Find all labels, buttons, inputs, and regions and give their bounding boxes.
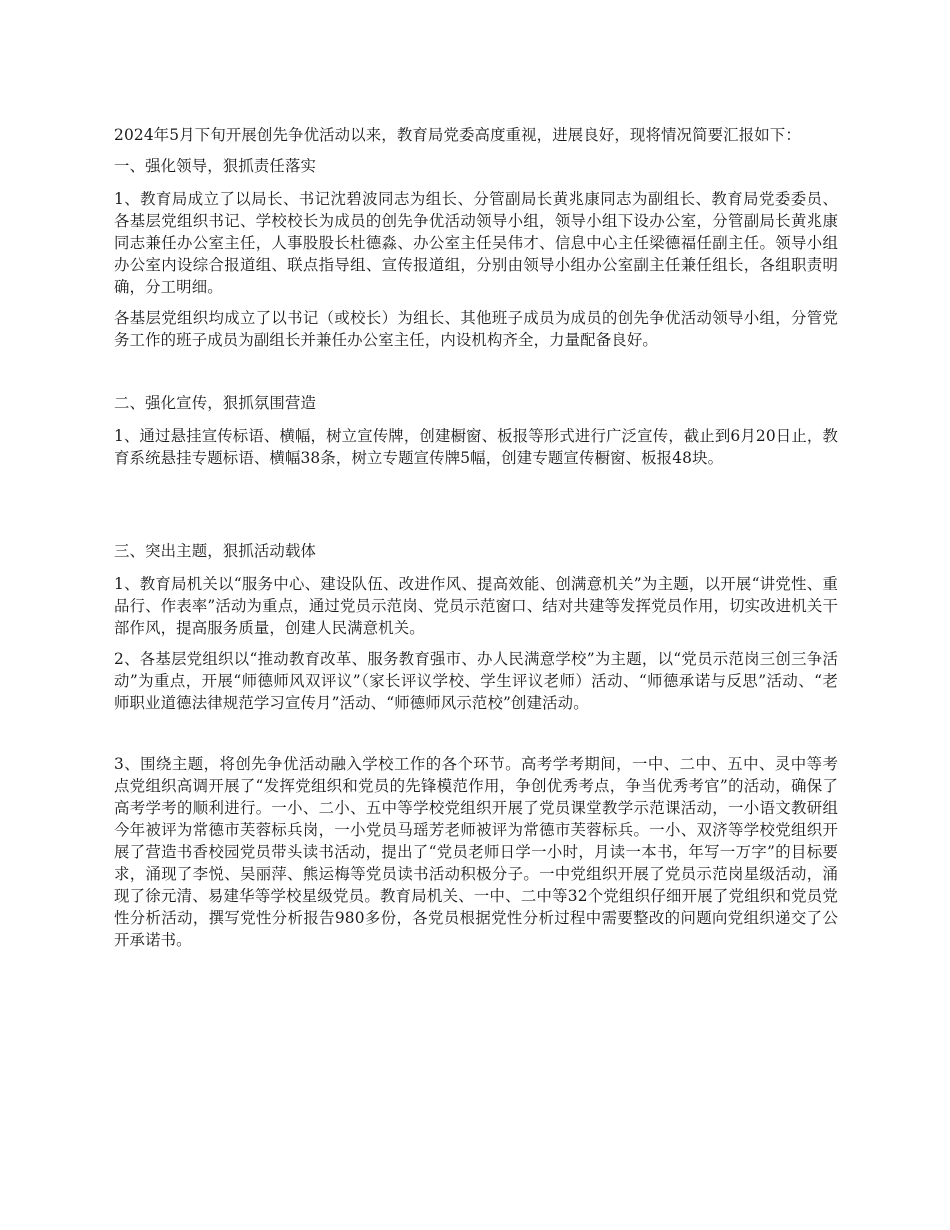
document-body: [114, 124, 838, 960]
section-1-paragraph-2: 各基层党组织均成立了以书记（或校长）为组长、其他班子成员为成员的创先争优活动领导小组，分管党务工作的班子成员为副组长并兼任办公室主任，内设机构齐全，力量配备良好。: [114, 309, 838, 349]
section-3-paragraph-2: 2、各基层党组织以“推动教育改革、服务教育强市、办人民满意学校”为主题，以“党员示范岗三创三争活动”为重点，开展“师德师风双评议”（家长评议学校、学生评议老师）活动、“师德承诺与反思”活动、“老师职业道德法律规范学习宣传月”活动、“师德师风示范校”创建活动。: [114, 650, 839, 712]
section-1-heading: 一、强化领导，狠抓责任落实: [114, 157, 317, 175]
section-3-paragraph-3: 3、围绕主题，将创先争优活动融入学校工作的各个环节。高考学考期间，一中、二中、五中、灵中等考点党组织高调开展了“发挥党组织和党员的先锋模范作用，争创优秀考点，争当优秀考官”的活动，确保了高考学考的顺利进行。一小、二小、五中等学校党组织开展了党员课堂教学示范课活动，一小语文教研组今年被评为常德市芙蓉标兵岗，一小党员马瑶芳老师被评为常德市芙蓉标兵。一小、双济等学校党组织开展了营造书香校园党员带头读书活动，提出了“党员老师日学一小时，月读一本书，年写一万字”的目标要求，涌现了李悦、吴丽萍、熊运梅等党员读书活动积极分子。一中党组织开展了党员示范岗星级活动，涌现了徐元清、易建华等学校星级党员。教育局机关、一中、二中等32个党组织仔细开展了党组织和党员党性分析活动，撰写党性分析报告980多份，各党员根据党性分析过程中需要整改的问题向党组织递交了公开承诺书。: [114, 755, 838, 949]
spacer: [114, 723, 838, 753]
spacer: [114, 360, 838, 392]
section-2-heading: 二、强化宣传，狠抓氛围营造: [114, 394, 317, 412]
section-1-paragraph-1: 1、教育局成立了以局长、书记沈碧波同志为组长、分管副局长黄兆康同志为副组长、教育局党委委员、各基层党组织书记、学校校长为成员的创先争优活动领导小组，领导小组下设办公室，分管副局长黄兆康同志兼任办公室主任，人事股股长杜德淼、办公室主任吴伟才、信息中心主任梁德福任副主任。领导小组办公室内设综合报道组、联点指导组、宣传报道组，分别由领导小组办公室副主任兼任组长，各组职责明确，分工明细。: [114, 190, 838, 296]
intro-paragraph: 2024年5月下旬开展创先争优活动以来，教育局党委高度重视，进展良好，现将情况简要汇报如下：: [114, 126, 801, 144]
section-2-paragraph-1: 1、通过悬挂宣传标语、横幅，树立宣传牌，创建橱窗、板报等形式进行广泛宣传，截止到6月20日止，教育系统悬挂专题标语、横幅38条，树立专题宣传牌5幅，创建专题宣传橱窗、板报48块。: [114, 427, 838, 467]
spacer: [114, 478, 838, 540]
section-3-heading: 三、突出主题，狠抓活动载体: [114, 542, 317, 560]
section-3-paragraph-1: 1、教育局机关以“服务中心、建设队伍、改进作风、提高效能、创满意机关”为主题，以开展“讲党性、重品行、作表率”活动为重点，通过党员示范岗、党员示范窗口、结对共建等发挥党员作用，切实改进机关干部作风，提高服务质量，创建人民满意机关。: [114, 575, 838, 637]
